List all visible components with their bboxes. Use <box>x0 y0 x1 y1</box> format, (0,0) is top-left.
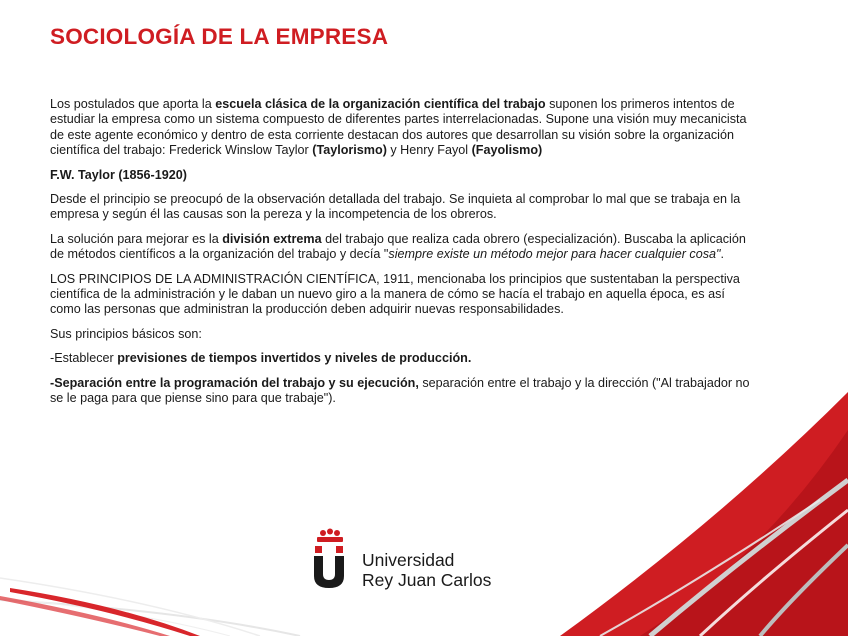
slide-content <box>50 97 750 416</box>
paragraph-observation: Desde el principio se preocupó de la observación detallada del trabajo. Se inquieta al comprobar lo mal que se trabaja en la empresa y según él las causas son la pereza y la incompetencia de los obreros. <box>50 192 741 222</box>
urjc-emblem-icon <box>306 528 358 590</box>
logo-line-1: Universidad <box>362 550 455 570</box>
heading-taylor <box>50 168 750 183</box>
bold-run: división extrema <box>222 231 322 246</box>
paragraph-basics: Sus principios básicos son: <box>50 326 202 341</box>
text-run: -Establecer <box>50 351 118 366</box>
principle-item-2 <box>50 376 750 407</box>
italic-run: siempre existe un método mejor para hacer cualquier cosa" <box>388 247 721 262</box>
text-run: del trabajo que realiza cada obrero (especialización). Buscaba la aplicación de métodos científicos a la organización del trabajo y decía " <box>50 231 746 262</box>
bold-run: -Separación entre la programación del trabajo y su ejecución, <box>50 375 419 390</box>
text-run: separación entre el trabajo y la dirección ("Al trabajador no se le paga para que piense sino para que trabaje"). <box>50 375 750 406</box>
bold-run: escuela clásica de la organización científica del trabajo <box>215 97 546 111</box>
text-run: Los postulados que aporta la <box>50 97 216 111</box>
text-run: . <box>720 247 724 262</box>
bold-run: (Taylorismo) <box>312 143 387 158</box>
text-run: La solución para mejorar es la <box>50 231 223 246</box>
text-run: y Henry Fayol <box>386 143 472 158</box>
paragraph-intro <box>50 97 750 159</box>
text-run: suponen los primeros intentos de estudiar la empresa como un sistema compuesto de diferentes partes interrelacionadas. Supone una visión muy mecanicista de este agente económico y dentro de esta corriente destacan dos autores que desarrollan su visión sobre la organización científica del trabajo: Frederick Winslow Taylor <box>50 97 747 158</box>
slide-title: SOCIOLOGÍA DE LA EMPRESA <box>50 24 389 49</box>
principle-item-1 <box>50 351 750 366</box>
logo-wordmark <box>362 550 491 590</box>
university-logo <box>306 528 496 590</box>
bold-run: (Fayolismo) <box>471 143 543 158</box>
paragraph-principles: LOS PRINCIPIOS DE LA ADMINISTRACIÓN CIENTÍFICA, 1911, mencionaba los principios que sustentaban la perspectiva científica de la administración y le daban un nuevo giro a la manera de cómo se hacía el trabajo en aquella época, es así como las personas que administran la producción deben adquirir nuevas responsabilidades. <box>50 271 740 317</box>
logo-line-2: Rey Juan Carlos <box>362 570 492 590</box>
bold-run: previsiones de tiempos invertidos y niveles de producción. <box>117 351 472 366</box>
red-swoosh-left <box>10 588 200 636</box>
heading-taylor-text: F.W. Taylor (1856-1920) <box>50 167 187 182</box>
paragraph-solution <box>50 232 750 263</box>
